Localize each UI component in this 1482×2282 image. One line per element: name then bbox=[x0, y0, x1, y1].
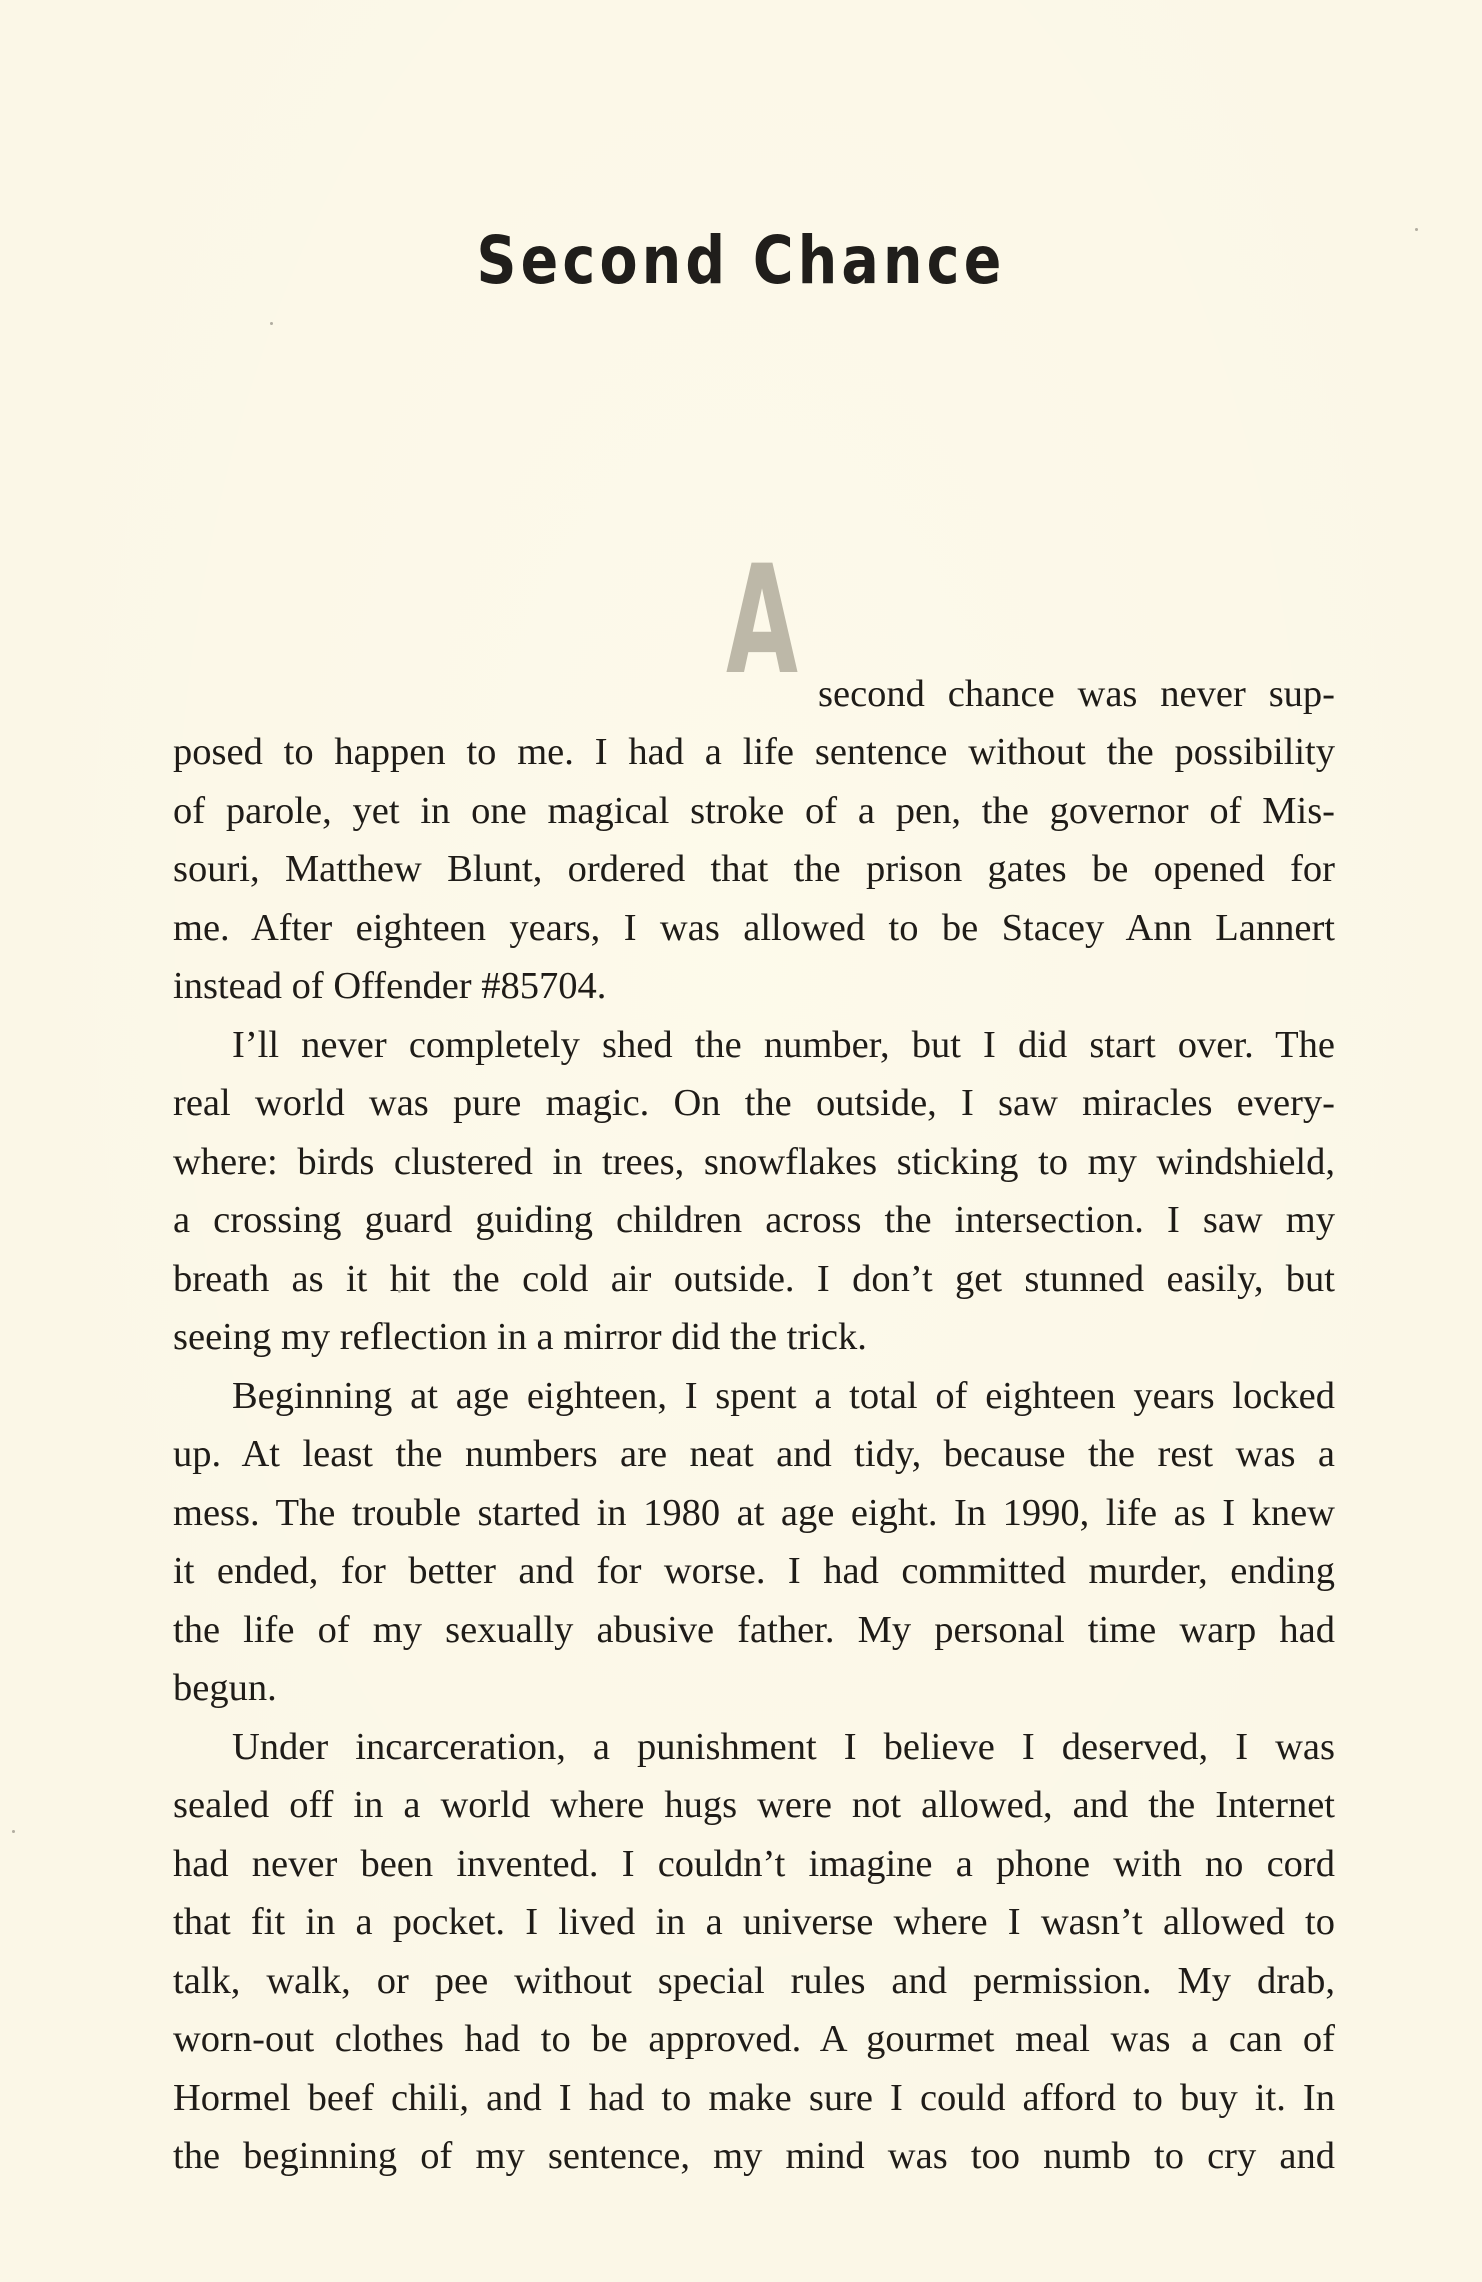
text-line: mess. The trouble started in 1980 at age eight. In 1990, life as I knew bbox=[173, 1492, 1335, 1534]
text-line: Hormel beef chili, and I had to make sure I could afford to buy it. In bbox=[173, 2077, 1335, 2119]
text-line: seeing my reflection in a mirror did the trick. bbox=[173, 1316, 867, 1358]
text-line: breath as it hit the cold air outside. I don’t get stunned easily, but bbox=[173, 1258, 1335, 1300]
text-line: begun. bbox=[173, 1667, 277, 1709]
text-line: the life of my sexually abusive father. My personal time warp had bbox=[173, 1609, 1335, 1651]
text-line: me. After eighteen years, I was allowed to be Stacey Ann Lannert bbox=[173, 907, 1335, 949]
chapter-title: Second Chance bbox=[476, 222, 1006, 299]
drop-cap: A bbox=[726, 534, 798, 708]
text-line: posed to happen to me. I had a life sentence without the possibility bbox=[173, 731, 1335, 773]
text-line: of parole, yet in one magical stroke of a pen, the governor of Mis- bbox=[173, 790, 1335, 832]
text-line: real world was pure magic. On the outside, I saw miracles every- bbox=[173, 1082, 1335, 1124]
text-line: up. At least the numbers are neat and tidy, because the rest was a bbox=[173, 1433, 1335, 1475]
text-line: instead of Offender #85704. bbox=[173, 965, 607, 1007]
text-line: had never been invented. I couldn’t imagine a phone with no cord bbox=[173, 1843, 1335, 1885]
text-line: Beginning at age eighteen, I spent a total of eighteen years locked bbox=[232, 1375, 1335, 1417]
text-line: second chance was never sup- bbox=[818, 673, 1335, 715]
text-line: worn-out clothes had to be approved. A gourmet meal was a can of bbox=[173, 2018, 1335, 2060]
text-line: it ended, for better and for worse. I had committed murder, ending bbox=[173, 1550, 1335, 1592]
text-line: where: birds clustered in trees, snowflakes sticking to my windshield, bbox=[173, 1141, 1335, 1183]
paper-speck bbox=[270, 322, 273, 325]
text-line: Under incarceration, a punishment I believe I deserved, I was bbox=[232, 1726, 1335, 1768]
text-line: that fit in a pocket. I lived in a universe where I wasn’t allowed to bbox=[173, 1901, 1335, 1943]
paper-speck bbox=[1415, 228, 1418, 231]
text-line: talk, walk, or pee without special rules and permission. My drab, bbox=[173, 1960, 1335, 2002]
text-line: the beginning of my sentence, my mind was too numb to cry and bbox=[173, 2135, 1335, 2177]
text-line: souri, Matthew Blunt, ordered that the prison gates be opened for bbox=[173, 848, 1335, 890]
paper-speck bbox=[12, 1830, 15, 1833]
text-line: sealed off in a world where hugs were not allowed, and the Internet bbox=[173, 1784, 1335, 1826]
text-line: a crossing guard guiding children across the intersection. I saw my bbox=[173, 1199, 1335, 1241]
text-line: I’ll never completely shed the number, but I did start over. The bbox=[232, 1024, 1335, 1066]
